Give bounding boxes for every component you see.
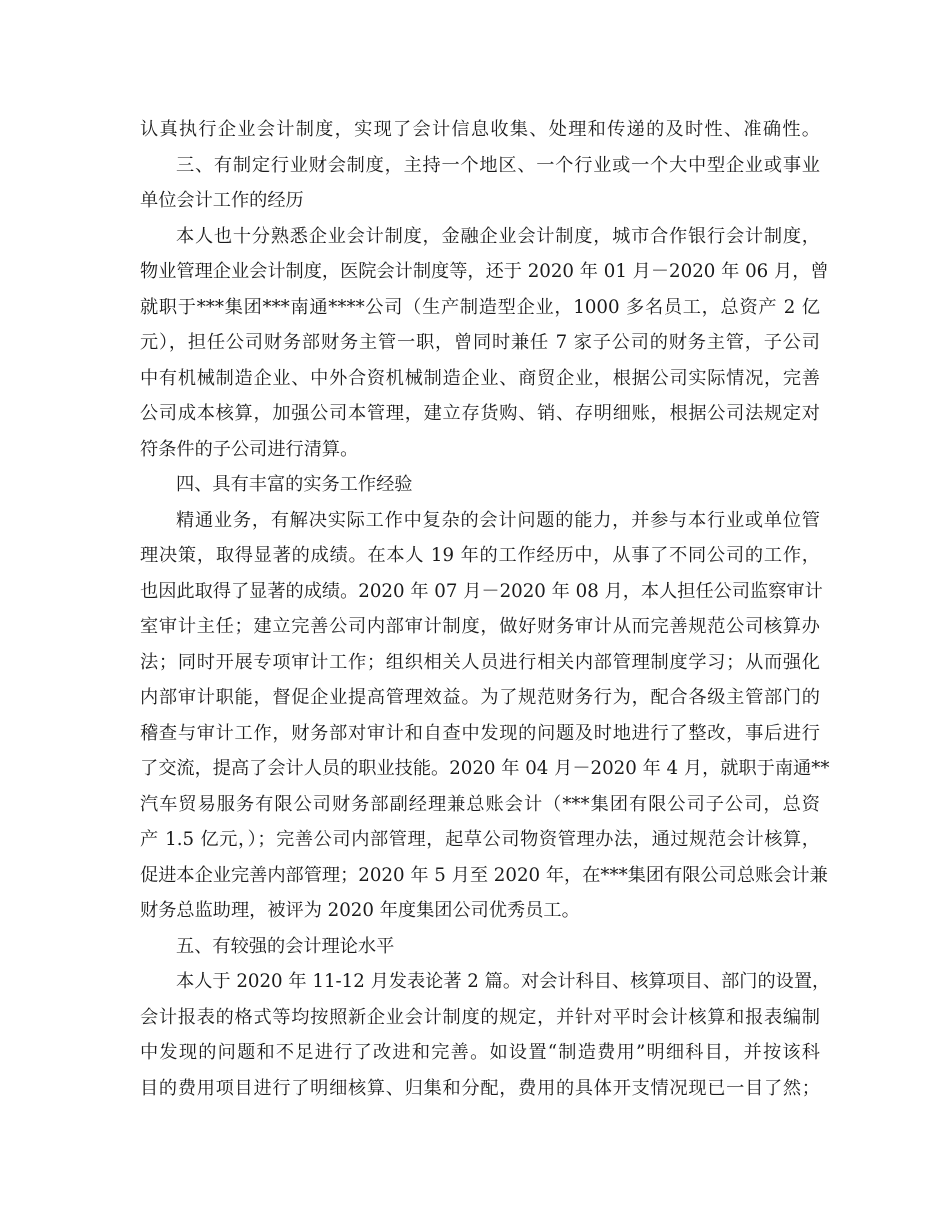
body-line: 认真执行企业会计制度，实现了会计信息收集、处理和传递的及时性、准确性。 bbox=[140, 119, 820, 140]
body-line: 促进本企业完善内部管理；2020 年 5 月至 2020 年，在***集团有限公司总账会计兼 bbox=[140, 864, 828, 886]
body-line: 公司成本核算，加强公司本管理，建立存货购、销、存明细账，根据公司法规定对 bbox=[140, 403, 820, 424]
body-line: 就职于***集团***南通****公司（生产制造型企业，1000 多名员工，总资产 2 亿 bbox=[140, 296, 820, 318]
body-line: 中有机械制造企业、中外合资机械制造企业、商贸企业，根据公司实际情况，完善 bbox=[140, 367, 820, 389]
body-line: 理决策，取得显著的成绩。在本人 19 年的工作经历中，从事了不同公司的工作， bbox=[140, 545, 820, 566]
body-line: 稽查与审计工作，财务部对审计和自查中发现的问题及时地进行了整改，事后进行 bbox=[140, 722, 820, 744]
body-line: 汽车贸易服务有限公司财务部副经理兼总账会计（***集团有限公司子公司，总资 bbox=[140, 793, 820, 815]
body-line: 元），担任公司财务部财务主管一职，曾同时兼任 7 家子公司的财务主管，子公司 bbox=[140, 332, 820, 353]
body-line: 物业管理企业会计制度，医院会计制度等，还于 2020 年 01 月－2020 年 06 月，曾 bbox=[140, 261, 829, 282]
body-line: 产 1.5 亿元，）；完善公司内部管理，起草公司物资管理办法，通过规范会计核算， bbox=[140, 829, 820, 850]
section-heading: 四、具有丰富的实务工作经验 bbox=[176, 474, 413, 495]
body-line: 也因此取得了显著的成绩。2020 年 07 月－2020 年 08 月，本人担任公司监察审计 bbox=[140, 580, 823, 602]
body-line: 财务总监助理，被评为 2020 年度集团公司优秀员工。 bbox=[140, 900, 580, 921]
body-line: 室审计主任；建立完善公司内部审计制度，做好财务审计从而完善规范公司核算办 bbox=[140, 616, 820, 637]
body-line: 本人也十分熟悉企业会计制度，金融企业会计制度，城市合作银行会计制度， bbox=[176, 225, 820, 247]
body-line: 法；同时开展专项审计工作；组织相关人员进行相关内部管理制度学习；从而强化 bbox=[140, 651, 820, 673]
section-heading: 五、有较强的会计理论水平 bbox=[176, 935, 395, 957]
body-line: 中发现的问题和不足进行了改进和完善。如设置“制造费用”明细科目，并按该科 bbox=[140, 1042, 820, 1063]
body-line: 了交流，提高了会计人员的职业技能。2020 年 04 月－2020 年 4 月，就职于南通** bbox=[140, 758, 830, 779]
document-body bbox=[140, 112, 831, 1106]
body-line: 符条件的子公司进行清算。 bbox=[140, 438, 359, 460]
body-line: 内部审计职能，督促企业提高管理效益。为了规范财务行为，配合各级主管部门的 bbox=[140, 687, 820, 708]
body-line: 会计报表的格式等均按照新企业会计制度的规定，并针对平时会计核算和报表编制 bbox=[140, 1006, 820, 1028]
body-line: 目的费用项目进行了明细核算、归集和分配，费用的具体开支情况现已一目了然； bbox=[140, 1077, 820, 1099]
section-heading-continued: 单位会计工作的经历 bbox=[140, 190, 304, 211]
body-line: 本人于 2020 年 11-12 月发表论著 2 篇。对会计科目、核算项目、部门的设置， bbox=[176, 971, 831, 992]
body-line: 精通业务，有解决实际工作中复杂的会计问题的能力，并参与本行业或单位管 bbox=[176, 509, 820, 531]
section-heading: 三、有制定行业财会制度，主持一个地区、一个行业或一个大中型企业或事业 bbox=[176, 154, 820, 176]
